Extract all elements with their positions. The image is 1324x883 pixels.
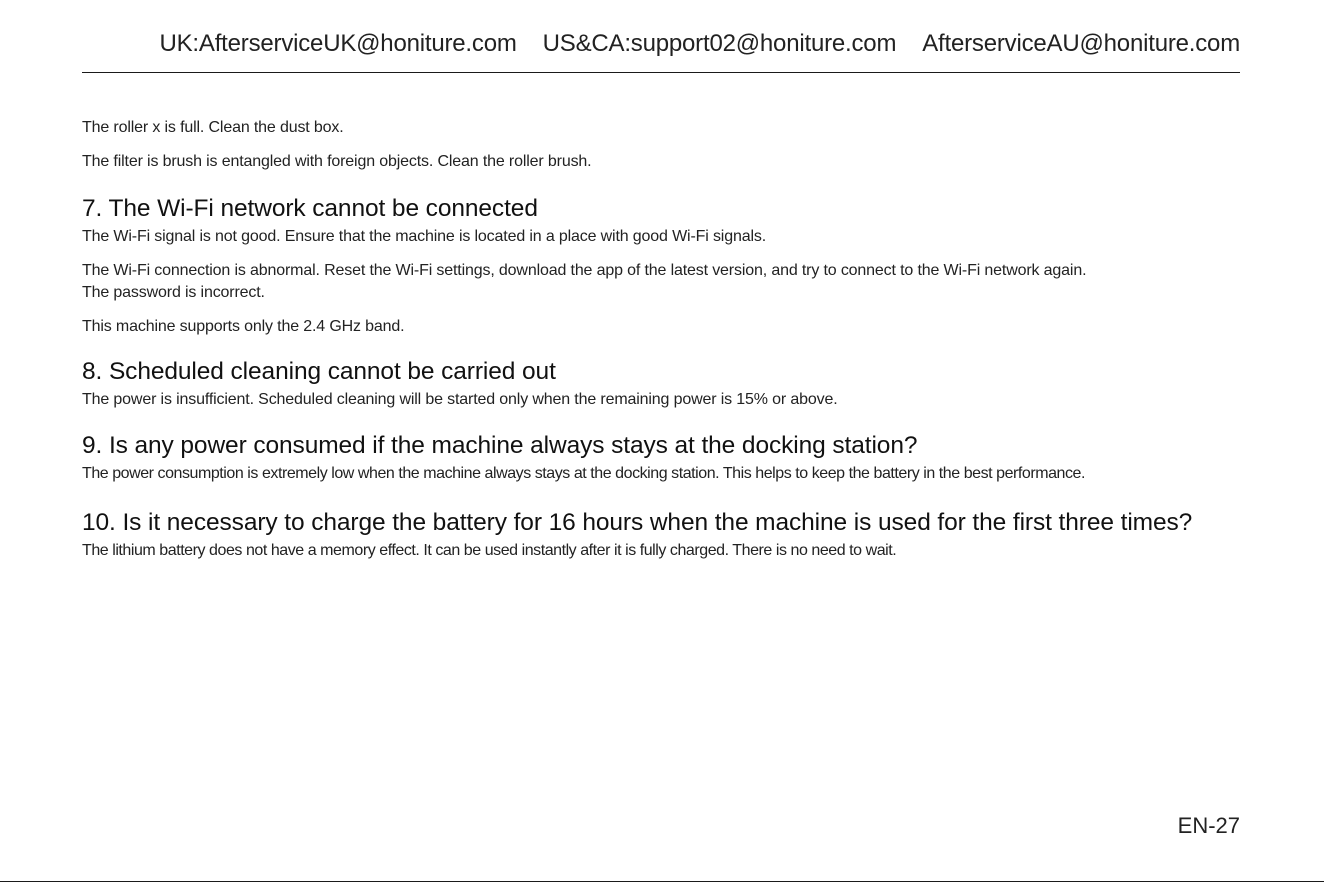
- section-8-line-1: The power is insufficient. Scheduled cleaning will be started only when the remaining power is 15% or above.: [82, 391, 838, 408]
- contact-uk: UK:AfterserviceUK@honiture.com: [159, 30, 517, 57]
- section-7-line-2: The Wi-Fi connection is abnormal. Reset the Wi-Fi settings, download the app of the latest version, and try to connect to the Wi-Fi network again.: [82, 262, 1087, 279]
- page-body: [82, 112, 1257, 562]
- section-10-heading: 10. Is it necessary to charge the battery for 16 hours when the machine is used for the first three times?: [82, 509, 1193, 536]
- contact-au: AfterserviceAU@honiture.com: [922, 30, 1240, 57]
- section-9-heading: 9. Is any power consumed if the machine always stays at the docking station?: [82, 432, 918, 459]
- intro-line-1: The roller x is full. Clean the dust box.: [82, 119, 344, 136]
- page-number: EN-27: [1177, 813, 1240, 838]
- section-10-line-1: The lithium battery does not have a memory effect. It can be used instantly after it is fully charged. There is no need to wait.: [82, 542, 897, 559]
- section-9-line-1: The power consumption is extremely low when the machine always stays at the docking station. This helps to keep the battery in the best performance.: [82, 465, 1085, 482]
- page-header: [82, 30, 1240, 73]
- bottom-divider: [0, 881, 1324, 882]
- section-7-heading: 7. The Wi-Fi network cannot be connected: [82, 195, 538, 222]
- section-7-line-1: The Wi-Fi signal is not good. Ensure that the machine is located in a place with good Wi-Fi signals.: [82, 228, 767, 245]
- section-8-heading: 8. Scheduled cleaning cannot be carried out: [82, 358, 556, 385]
- intro-line-2: The filter is brush is entangled with foreign objects. Clean the roller brush.: [82, 153, 592, 170]
- contact-us-ca: US&CA:support02@honiture.com: [542, 30, 897, 57]
- section-7-line-4: This machine supports only the 2.4 GHz band.: [82, 318, 405, 335]
- section-7-line-3: The password is incorrect.: [82, 284, 265, 301]
